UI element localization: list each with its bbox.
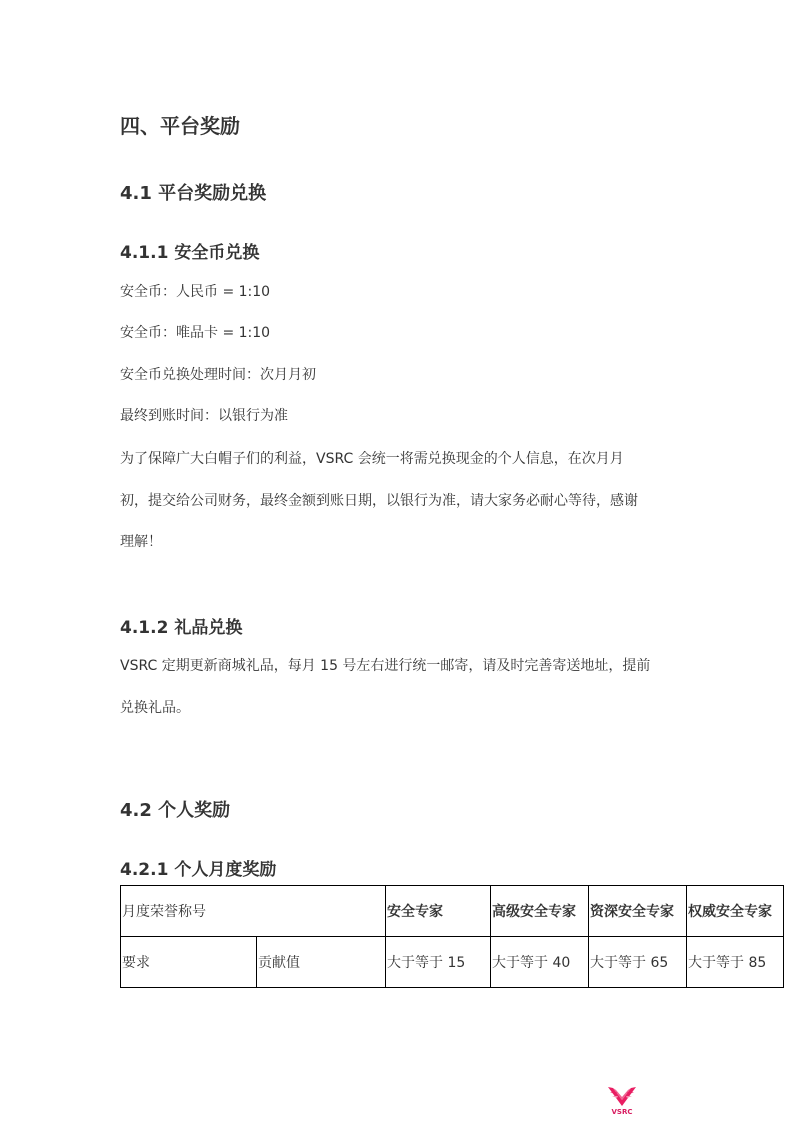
exchange-notice-line-2: 初，提交给公司财务，最终金额到账日期，以银行为准，请大家务必耐心等待，感谢 — [120, 493, 638, 509]
section-4-1-1-title: 4.1.1 安全币兑换 — [120, 243, 260, 263]
level-senior-security-expert: 高级安全专家 — [491, 886, 589, 937]
section-4-2-1-title: 4.2.1 个人月度奖励 — [120, 860, 277, 880]
table-row — [121, 937, 784, 988]
section-4-1-2-title: 4.1.2 礼品兑换 — [120, 618, 243, 638]
monthly-honor-table — [120, 885, 784, 988]
gift-notice-line-2: 兑换礼品。 — [120, 700, 190, 716]
level-authority-security-expert: 权威安全专家 — [687, 886, 784, 937]
vsrc-logo — [604, 1084, 640, 1118]
level-security-expert: 安全专家 — [386, 886, 491, 937]
exchange-notice-line-3: 理解！ — [120, 534, 162, 550]
exchange-rate-rmb: 安全币：人民币 = 1:10 — [120, 284, 271, 300]
requirement-label: 要求 — [121, 937, 257, 988]
gift-notice-line-1: VSRC 定期更新商城礼品，每月 15 号左右进行统一邮寄，请及时完善寄送地址，提前 — [120, 658, 651, 674]
processing-time: 安全币兑换处理时间：次月月初 — [120, 367, 316, 383]
level-veteran-security-expert: 资深安全专家 — [589, 886, 687, 937]
requirement-value-4: 大于等于 85 — [687, 937, 784, 988]
contribution-label: 贡献值 — [257, 937, 386, 988]
vsrc-wing-icon — [604, 1084, 640, 1110]
section-4-title: 四、平台奖励 — [120, 114, 240, 138]
section-4-1-title: 4.1 平台奖励兑换 — [120, 183, 267, 204]
table-row — [121, 886, 784, 937]
exchange-rate-vipcard: 安全币：唯品卡 = 1:10 — [120, 325, 271, 341]
requirement-value-3: 大于等于 65 — [589, 937, 687, 988]
requirement-value-1: 大于等于 15 — [386, 937, 491, 988]
section-4-2-title: 4.2 个人奖励 — [120, 800, 231, 821]
honor-title-label: 月度荣誉称号 — [121, 886, 386, 937]
requirement-value-2: 大于等于 40 — [491, 937, 589, 988]
logo-text: VSRC — [611, 1108, 633, 1116]
exchange-notice-line-1: 为了保障广大白帽子们的利益，VSRC 会统一将需兑换现金的个人信息，在次月月 — [120, 451, 624, 467]
arrival-time: 最终到账时间：以银行为准 — [120, 408, 288, 424]
